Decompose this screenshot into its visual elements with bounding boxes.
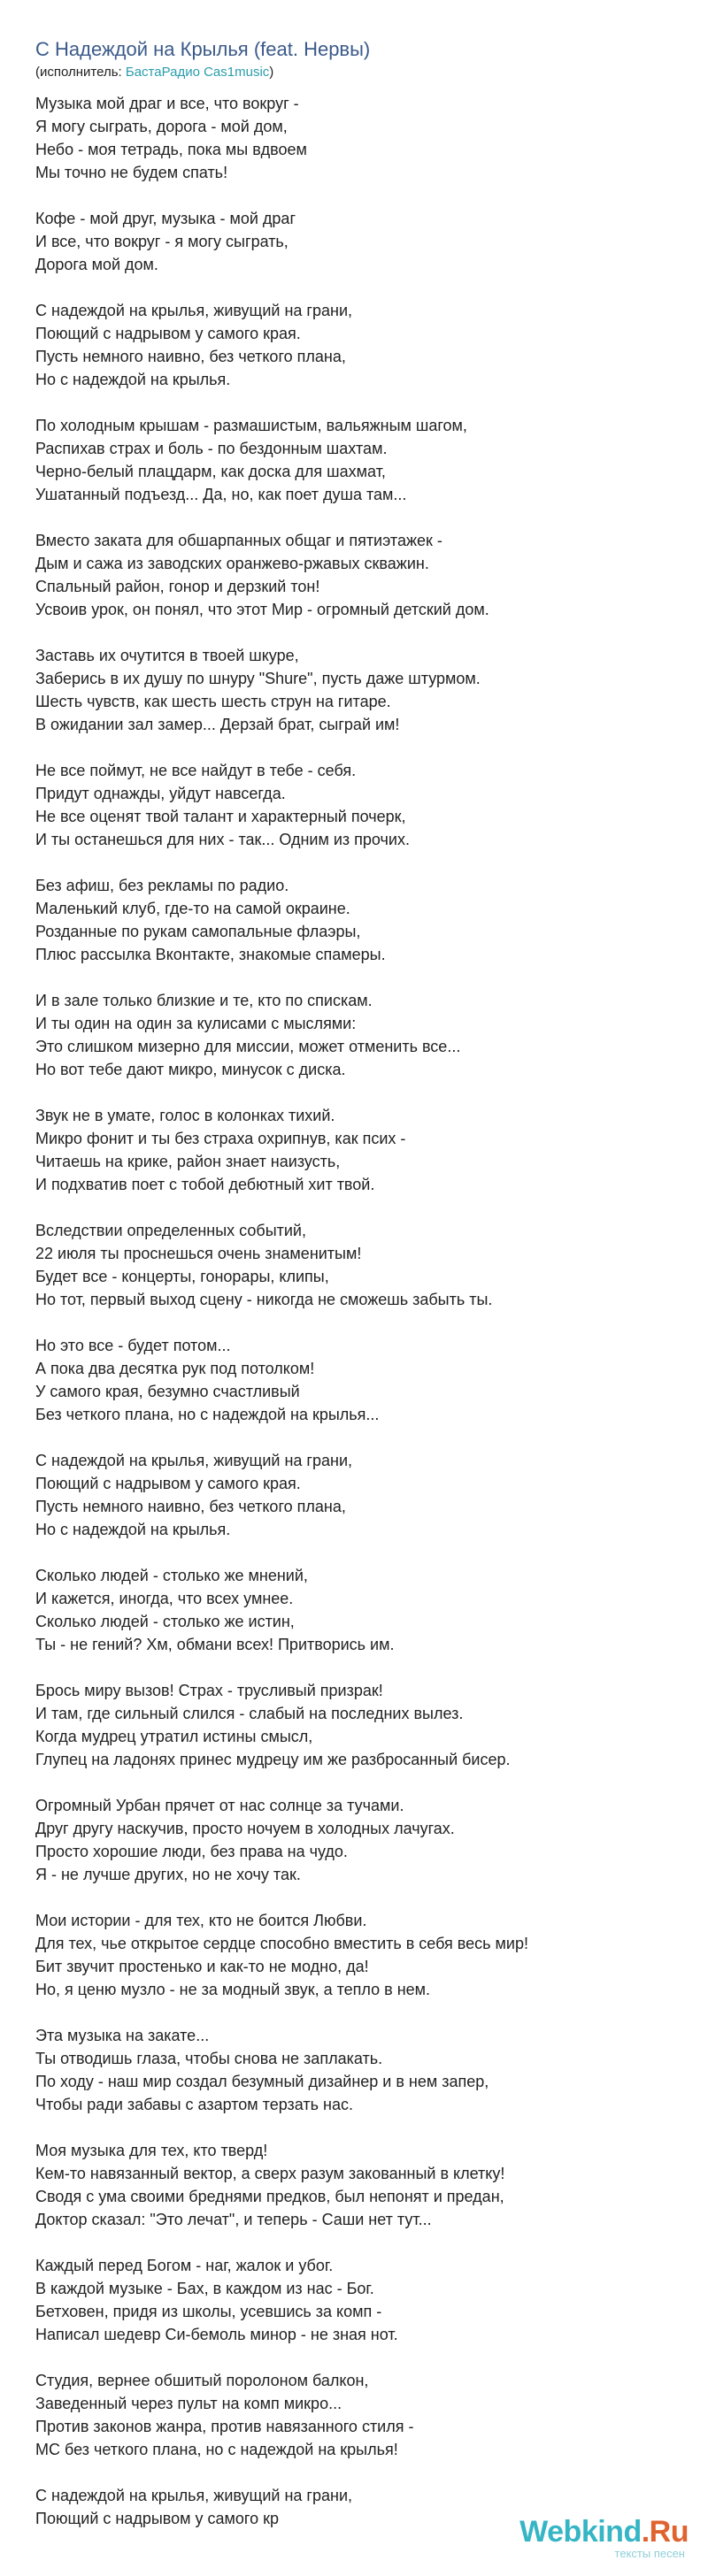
lyrics-line: Дорога мой дом. — [35, 256, 158, 273]
lyrics-line: Сколько людей - столько же истин, — [35, 1613, 295, 1630]
lyrics-line: Ты отводишь глаза, чтобы снова не заплакать. — [35, 2050, 383, 2067]
lyrics-stanza — [35, 2139, 690, 2231]
lyrics-line: Дым и сажа из заводских оранжево-ржавых скважин. — [35, 555, 429, 572]
lyrics-line: Когда мудрец утратил истины смысл, — [35, 1728, 313, 1745]
lyrics-line: Распихав страх и боль - по бездонным шахтам. — [35, 440, 388, 457]
lyrics-line: Мы точно не будем спать! — [35, 164, 228, 181]
lyrics-line: Написал шедевр Си-бемоль минор - не зная нот. — [35, 2326, 398, 2343]
lyrics-stanza — [35, 1564, 690, 1656]
lyrics-line: Глупец на ладонях принес мудрецу им же разбросанный бисер. — [35, 1751, 511, 1768]
lyrics-line: Кем-то навязанный вектор, а сверх разум закованный в клетку! — [35, 2165, 505, 2182]
lyrics-line: Розданные по рукам самопальные флаэры, — [35, 923, 361, 940]
lyrics-line: Против законов жанра, против навязанного стиля - — [35, 2418, 414, 2435]
lyrics-line: Доктор сказал: "Это лечат", и теперь - Саши нет тут... — [35, 2211, 432, 2228]
lyrics-stanza — [35, 92, 690, 184]
artist-suffix: ) — [269, 65, 274, 80]
lyrics-line: MC без четкого плана, но с надеждой на крылья! — [35, 2441, 398, 2458]
lyrics-stanza — [35, 1219, 690, 1311]
artist-prefix: (исполнитель: — [35, 65, 126, 80]
lyrics-line: Бетховен, придя из школы, усевшись за комп - — [35, 2303, 382, 2320]
lyrics-line: Мои истории - для тех, кто не боится Любви. — [35, 1912, 367, 1929]
logo-tld: .Ru — [641, 2515, 689, 2549]
lyrics-line: Спальный район, гонор и дерзкий тон! — [35, 578, 320, 595]
lyrics-line: Чтобы ради забавы с азартом терзать нас. — [35, 2096, 353, 2113]
lyrics-line: Но, я ценю музло - не за модный звук, а тепло в нем. — [35, 1981, 431, 1998]
lyrics-line: Заставь их очутится в твоей шкуре, — [35, 647, 299, 664]
lyrics-line: Пусть немного наивно, без четкого плана, — [35, 348, 346, 365]
lyrics-line: Без четкого плана, но с надеждой на крылья... — [35, 1406, 380, 1423]
song-title: С Надеждой на Крылья (feat. Нервы) — [35, 38, 371, 60]
lyrics-line: Брось миру вызов! Страх - трусливый призрак! — [35, 1682, 383, 1699]
lyrics-stanza — [35, 1449, 690, 1541]
lyrics-body — [35, 92, 690, 2553]
lyrics-line: Звук не в умате, голос в колонках тихий. — [35, 1107, 335, 1124]
lyrics-line: Но тот, первый выход сцену - никогда не сможешь забыть ты. — [35, 1291, 493, 1308]
lyrics-line: Усвоив урок, он понял, что этот Мир - огромный детский дом. — [35, 601, 489, 618]
lyrics-stanza — [35, 1794, 690, 1886]
lyrics-line: Но с надеждой на крылья. — [35, 1521, 231, 1538]
lyrics-line: Не все оценят твой талант и характерный почерк, — [35, 808, 406, 825]
lyrics-stanza — [35, 2369, 690, 2461]
lyrics-line: Вместо заката для обшарпанных общаг и пятиэтажек - — [35, 532, 442, 549]
lyrics-line: Поющий с надрывом у самого края. — [35, 1475, 301, 1492]
lyrics-stanza — [35, 207, 690, 276]
lyrics-line: Без афиш, без рекламы по радио. — [35, 877, 289, 894]
lyrics-line: Эта музыка на закате... — [35, 2027, 210, 2044]
lyrics-stanza — [35, 1104, 690, 1196]
lyrics-stanza — [35, 414, 690, 506]
lyrics-line: И ты один на один за кулисами с мыслями: — [35, 1015, 357, 1032]
lyrics-stanza — [35, 759, 690, 851]
lyrics-line: Пусть немного наивно, без четкого плана, — [35, 1498, 346, 1515]
lyrics-stanza — [35, 529, 690, 621]
lyrics-line: 22 июля ты проснешься очень знаменитым! — [35, 1245, 362, 1262]
lyrics-line: С надеждой на крылья, живущий на грани, — [35, 302, 352, 319]
lyrics-line: А пока два десятка рук под потолком! — [35, 1360, 315, 1377]
lyrics-line: С надеждой на крылья, живущий на грани, — [35, 1452, 352, 1469]
lyrics-line: Друг другу наскучив, просто ночуем в холодных лачугах. — [35, 1820, 455, 1837]
lyrics-line: Заведенный через пульт на комп микро... — [35, 2395, 342, 2412]
lyrics-line: Маленький клуб, где-то на самой окраине. — [35, 900, 350, 917]
lyrics-stanza — [35, 2254, 690, 2346]
lyrics-stanza — [35, 2024, 690, 2116]
lyrics-line: По ходу - наш мир создал безумный дизайнер и в нем запер, — [35, 2073, 489, 2090]
lyrics-line: Но с надеждой на крылья. — [35, 371, 231, 388]
lyrics-line: Сводя с ума своими бреднями предков, был непонят и предан, — [35, 2188, 504, 2205]
song-header — [35, 37, 690, 81]
lyrics-stanza — [35, 874, 690, 966]
lyrics-line: Студия, вернее обшитый поролоном балкон, — [35, 2372, 369, 2389]
lyrics-line: Придут однажды, уйдут навсегда. — [35, 785, 286, 802]
lyrics-stanza — [35, 989, 690, 1081]
lyrics-line: Моя музыка для тех, кто тверд! — [35, 2142, 268, 2159]
logo-wordmark — [519, 2516, 689, 2548]
logo-main-text: Webkind — [519, 2515, 642, 2549]
lyrics-line: В ожидании зал замер... Дерзай брат, сыграй им! — [35, 716, 400, 733]
lyrics-line: И в зале только близкие и те, кто по спискам. — [35, 992, 373, 1009]
lyrics-stanza — [35, 1679, 690, 1771]
lyrics-line: Читаешь на крике, район знает наизусть, — [35, 1153, 341, 1170]
lyrics-line: Музыка мой драг и все, что вокруг - — [35, 95, 299, 112]
lyrics-stanza — [35, 1334, 690, 1426]
lyrics-line: Кофе - мой друг, музыка - мой драг — [35, 210, 296, 227]
lyrics-line: Вследствии определенных событий, — [35, 1222, 306, 1239]
lyrics-line: Черно-белый плацдарм, как доска для шахмат, — [35, 463, 386, 480]
lyrics-line: И все, что вокруг - я могу сыграть, — [35, 233, 289, 250]
lyrics-line: Заберись в их душу по шнуру "Shure", пусть даже штурмом. — [35, 670, 481, 687]
artist-line — [35, 64, 690, 81]
lyrics-line: Микро фонит и ты без страха охрипнув, как псих - — [35, 1130, 406, 1147]
lyrics-line: Поющий с надрывом у самого края. — [35, 325, 301, 342]
lyrics-line: Я могу сыграть, дорога - мой дом, — [35, 118, 288, 135]
lyrics-line: Поющий с надрывом у самого кр — [35, 2510, 279, 2527]
lyrics-line: С надеждой на крылья, живущий на грани, — [35, 2487, 352, 2504]
lyrics-line: И там, где сильный слился - слабый на последних вылез. — [35, 1705, 464, 1722]
logo-subtitle: тексты песен — [614, 2547, 685, 2560]
lyrics-line: И подхватив поет с тобой дебютный хит твой. — [35, 1176, 375, 1193]
lyrics-stanza — [35, 299, 690, 391]
lyrics-line: Для тех, чье открытое сердце способно вместить в себя весь мир! — [35, 1935, 528, 1952]
lyrics-stanza — [35, 1909, 690, 2001]
lyrics-line: Просто хорошие люди, без права на чудо. — [35, 1843, 348, 1860]
lyrics-line: Огромный Урбан прячет от нас солнце за тучами. — [35, 1797, 404, 1814]
lyrics-line: Небо - моя тетрадь, пока мы вдвоем — [35, 141, 307, 158]
lyrics-line: Каждый перед Богом - наг, жалок и убог. — [35, 2257, 334, 2274]
lyrics-line: Я - не лучше других, но не хочу так. — [35, 1866, 301, 1883]
lyrics-line: Но это все - будет потом... — [35, 1337, 231, 1354]
site-logo[interactable] — [519, 2516, 689, 2560]
lyrics-line: Ты - не гений? Хм, обмани всех! Притворись им. — [35, 1636, 395, 1653]
lyrics-line: Ушатанный подъезд... Да, но, как поет душа там... — [35, 486, 407, 503]
lyrics-line: Бит звучит простенько и как-то не модно, да! — [35, 1958, 369, 1975]
lyrics-line: Не все поймут, не все найдут в тебе - себя. — [35, 762, 357, 779]
lyrics-line: Будет все - концерты, гонорары, клипы, — [35, 1268, 329, 1285]
lyrics-line: И кажется, иногда, что всех умнее. — [35, 1590, 294, 1607]
lyrics-line: И ты останешься для них - так... Одним из прочих. — [35, 831, 410, 848]
lyrics-line: Сколько людей - столько же мнений, — [35, 1567, 308, 1584]
lyrics-line: Плюс рассылка Вконтакте, знакомые спамеры. — [35, 946, 386, 963]
artist-link[interactable]: БастаРадио Cas1music — [125, 65, 270, 80]
lyrics-line: В каждой музыке - Бах, в каждом из нас - Бог. — [35, 2280, 374, 2297]
lyrics-line: У самого края, безумно счастливый — [35, 1383, 300, 1400]
lyrics-line: По холодным крышам - размашистым, вальяжным шагом, — [35, 417, 467, 434]
lyrics-line: Шесть чувств, как шесть шесть струн на гитаре. — [35, 693, 391, 710]
lyrics-line: Это слишком мизерно для миссии, может отменить все... — [35, 1038, 461, 1055]
lyrics-stanza — [35, 644, 690, 736]
lyrics-line: Но вот тебе дают микро, минусок с диска. — [35, 1061, 346, 1078]
